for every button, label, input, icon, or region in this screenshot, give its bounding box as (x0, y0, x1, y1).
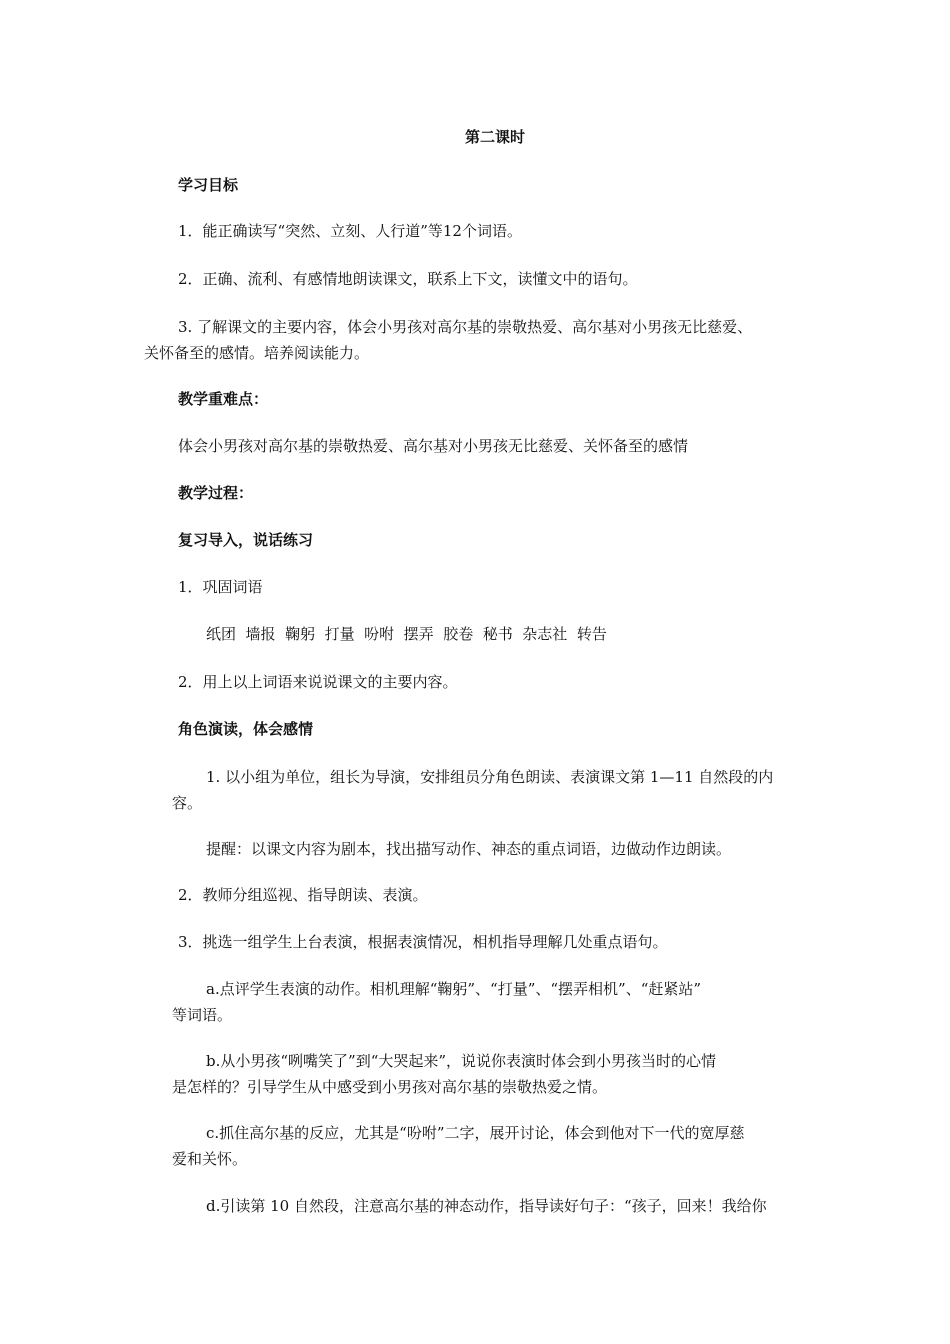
point-a-line1: a.点评学生表演的动作。相机理解“鞠躬”、“打量”、“摆弄相机”、“赶紧站” (206, 980, 702, 998)
objective-1: 1．能正确读写“突然、立刻、人行道”等12个词语。 (178, 222, 522, 240)
point-c-line1: c.抓住高尔基的反应，尤其是“吩咐”二字，展开讨论，体会到他对下一代的宽厚慈 (206, 1124, 745, 1142)
section1-heading: 复习导入，说话练习 (178, 531, 314, 549)
section2-item1-line1: 1. 以小组为单位，组长为导演，安排组员分角色朗读、表演课文第 1—11 自然段的内 (206, 768, 774, 786)
section2-heading: 角色演读，体会感情 (178, 720, 314, 738)
section1-item2: 2．用上以上词语来说说课文的主要内容。 (178, 673, 458, 691)
section1-item1: 1．巩固词语 (178, 578, 263, 596)
point-b-line2: 是怎样的？引导学生从中感受到小男孩对高尔基的崇敬热爱之情。 (172, 1078, 608, 1096)
point-b-line1: b.从小男孩“咧嘴笑了”到“大哭起来”，说说你表演时体会到小男孩当时的心情 (206, 1052, 717, 1070)
objective-2: 2．正确、流利、有感情地朗读课文，联系上下文，读懂文中的语句。 (178, 270, 638, 288)
section2-item2: 2．教师分组巡视、指导朗读、表演。 (178, 886, 428, 904)
section1-word-list: 纸团 墙报 鞠躬 打量 吩咐 摆弄 胶卷 秘书 杂志社 转告 (206, 625, 607, 643)
point-c-line2: 爱和关怀。 (172, 1150, 248, 1168)
point-a-line2: 等词语。 (172, 1006, 233, 1024)
objective-3-line2: 关怀备至的感情。培养阅读能力。 (144, 344, 370, 362)
key-points-heading: 教学重难点： (178, 390, 269, 408)
key-points-text: 体会小男孩对高尔基的崇敬热爱、高尔基对小男孩无比慈爱、关怀备至的感情 (178, 437, 689, 455)
process-heading: 教学过程： (178, 484, 254, 502)
section2-reminder: 提醒：以课文内容为剧本，找出描写动作、神态的重点词语，边做动作边朗读。 (206, 840, 732, 858)
section2-item1-line2: 容。 (172, 794, 203, 812)
objectives-heading: 学习目标 (178, 176, 239, 194)
lesson-title: 第二课时 (464, 128, 525, 146)
objective-3-line1: 3. 了解课文的主要内容，体会小男孩对高尔基的崇敬热爱、高尔基对小男孩无比慈爱、 (178, 318, 753, 336)
point-d-line1: d.引读第 10 自然段，注意高尔基的神态动作，指导读好句子：“孩子，回来！我给你 (206, 1197, 767, 1215)
section2-item3: 3．挑选一组学生上台表演，根据表演情况，相机指导理解几处重点语句。 (178, 933, 668, 951)
